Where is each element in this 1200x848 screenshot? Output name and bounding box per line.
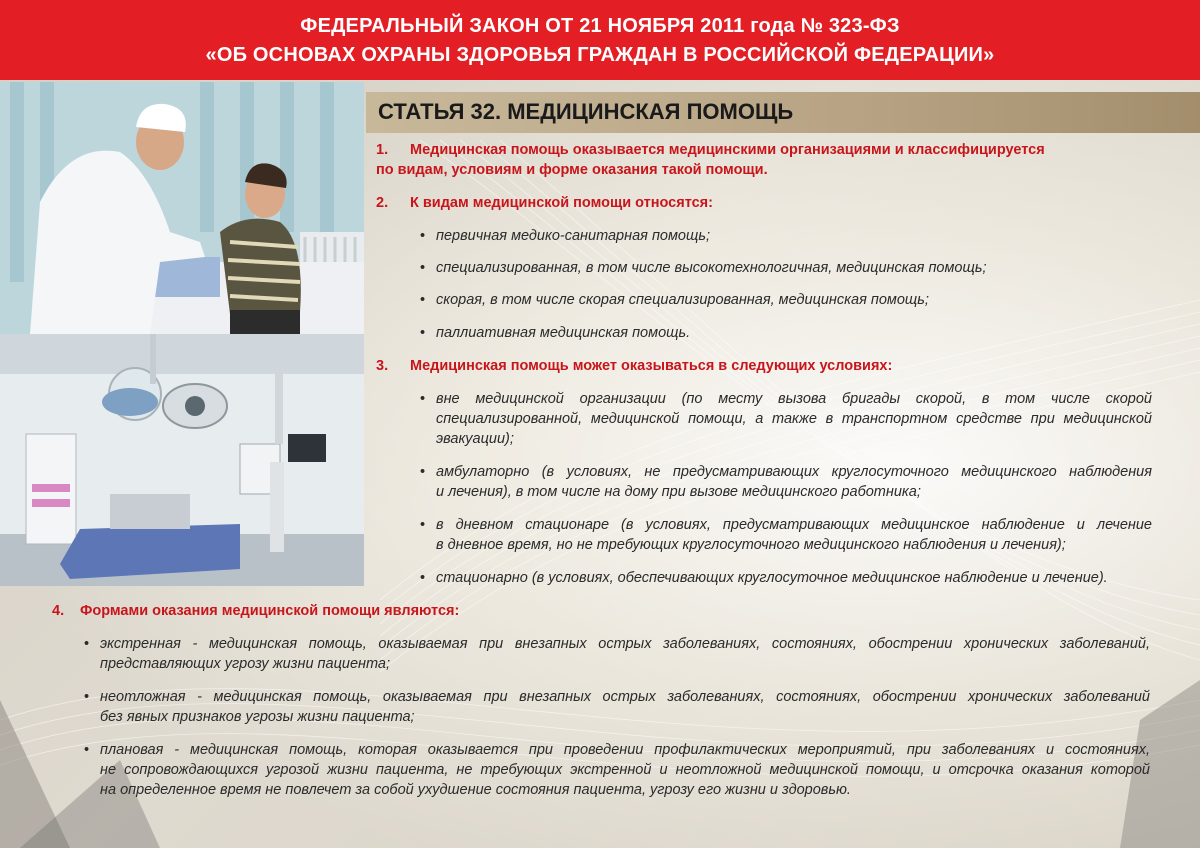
operating-room-image (0, 334, 364, 586)
article-title-bar (366, 92, 1200, 133)
list-item: • в дневном стационаре (в условиях, предусматривающих медицинское наблюдение и лечение в дневное время, но не требующих круглосуточного медицинского наблюдения и лечения); (420, 517, 1152, 553)
doctor-patient-image (0, 82, 364, 334)
list-item: • экстренная - медицинская помощь, оказываемая при внезапных острых заболеваниях, состояниях, обострении хронических заболеваний, представляющих угрозу жизни пациента; (84, 636, 1150, 672)
section-4-heading (52, 601, 459, 621)
section-3-text: Медицинская помощь может оказываться в следующих условиях: (410, 358, 893, 374)
section-1-text-line2: по видам, условиям и форме оказания такой помощи. (376, 162, 768, 178)
section-3-heading (376, 356, 892, 376)
bullet-icon: • (420, 228, 426, 244)
bullet-icon: • (420, 517, 426, 533)
list-item: • первичная медико-санитарная помощь; (420, 228, 710, 244)
section-1 (376, 140, 1152, 180)
section-1-number: 1. (376, 142, 389, 158)
bullet-icon: • (420, 260, 426, 276)
photo-operating-room (0, 334, 364, 586)
section-2-heading (376, 193, 713, 213)
bullet-icon: • (420, 570, 426, 586)
header-title-line1: ФЕДЕРАЛЬНЫЙ ЗАКОН ОТ 21 НОЯБРЯ 2011 года № 323-ФЗ (300, 15, 900, 37)
header-title-line2: «ОБ ОСНОВАХ ОХРАНЫ ЗДОРОВЬЯ ГРАЖДАН В РОССИЙСКОЙ ФЕДЕРАЦИИ» (205, 44, 995, 66)
photo-doctor-with-patient (0, 82, 364, 334)
list-item: • стационарно (в условиях, обеспечивающих круглосуточное медицинское наблюдение и лечение). (420, 570, 1108, 586)
list-item: • паллиативная медицинская помощь. (420, 325, 691, 341)
bullet-icon: • (420, 325, 426, 341)
bullet-icon: • (84, 636, 90, 652)
article-title: СТАТЬЯ 32. МЕДИЦИНСКАЯ ПОМОЩЬ (378, 99, 794, 124)
bullet-icon: • (84, 689, 90, 705)
list-item: • вне медицинской организации (по месту вызова бригады скорой, в том числе скорой специализированной, медицинской помощи, а также в транспортном средстве при медицинской эвакуации); (420, 391, 1152, 447)
section-2-number: 2. (376, 195, 389, 211)
section-4-text: Формами оказания медицинской помощи являются: (80, 603, 460, 619)
header-banner (0, 0, 1200, 80)
list-item: • специализированная, в том числе высокотехнологичная, медицинская помощь; (420, 260, 987, 276)
list-item: • скорая, в том числе скорая специализированная, медицинская помощь; (420, 292, 929, 308)
bullet-icon: • (420, 464, 426, 480)
list-item: • плановая - медицинская помощь, которая оказывается при проведении профилактических мероприятий, при заболеваниях и состояниях, не сопровождающихся угрозой жизни пациента, не требующих экстренной и неотложной медицинской помощи, и отсрочка оказания которой на определенное время не повлечет за собой ухудшение состояния пациента, угрозу его жизни и здоровью. (84, 742, 1150, 798)
list-item: • неотложная - медицинская помощь, оказываемая при внезапных острых заболеваниях, состояниях, обострении хронических заболеваний без явных признаков угрозы жизни пациента; (84, 689, 1150, 725)
section-2-text: К видам медицинской помощи относятся: (410, 195, 713, 211)
bullet-icon: • (420, 292, 426, 308)
section-4-number: 4. (52, 603, 65, 619)
bullet-icon: • (84, 742, 90, 758)
list-item: • амбулаторно (в условиях, не предусматривающих круглосуточного медицинского наблюдения и лечения), в том числе на дому при вызове медицинского работника; (420, 464, 1152, 500)
bullet-icon: • (420, 391, 426, 407)
section-1-text-line1: Медицинская помощь оказывается медицинскими организациями и классифицируется (410, 142, 1045, 158)
section-3-number: 3. (376, 358, 389, 374)
